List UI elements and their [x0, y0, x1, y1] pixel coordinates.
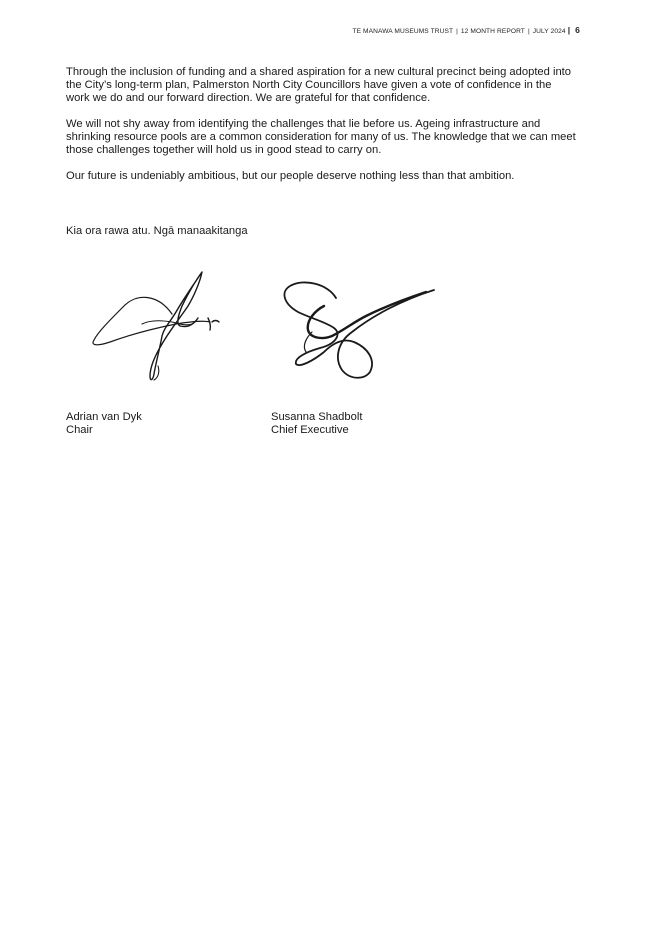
- signatory-title: Chair: [66, 424, 93, 436]
- signature-susanna-shadbolt: [276, 276, 436, 388]
- header-org: TE MANAWA MUSEUMS TRUST: [352, 28, 454, 35]
- header-report: 12 MONTH REPORT: [460, 28, 525, 35]
- signatory-block: [66, 411, 142, 437]
- letter-body: [66, 66, 576, 196]
- paragraph: We will not shy away from identifying the challenges that lie before us. Ageing infrastructure and shrinking resource pools are a common consideration for many of us. The knowledge that we can meet those challenges together will hold us in good stead to carry on.: [66, 118, 576, 156]
- header-separator: |: [567, 25, 571, 35]
- page-number: 6: [575, 25, 580, 35]
- header-separator: |: [527, 28, 530, 35]
- signatory-name: Adrian van Dyk: [66, 411, 142, 423]
- paragraph: Our future is undeniably ambitious, but our people deserve nothing less than that ambition.: [66, 170, 515, 182]
- header-date: JULY 2024: [532, 28, 566, 35]
- signatory-title: Chief Executive: [271, 424, 349, 436]
- page-header: [352, 25, 580, 35]
- signatory-block: [271, 411, 362, 437]
- signature-adrian-van-dyk: [84, 266, 234, 386]
- header-separator: |: [456, 28, 458, 35]
- signatory-name: Susanna Shadbolt: [271, 411, 363, 423]
- sign-off: Kia ora rawa atu. Ngā manaakitanga: [66, 225, 248, 237]
- paragraph: Through the inclusion of funding and a shared aspiration for a new cultural precinct being adopted into the City’s long-term plan, Palmerston North City Councillors have given a vote of confidence in the work we do and our forward direction. We are grateful for that confidence.: [66, 66, 572, 104]
